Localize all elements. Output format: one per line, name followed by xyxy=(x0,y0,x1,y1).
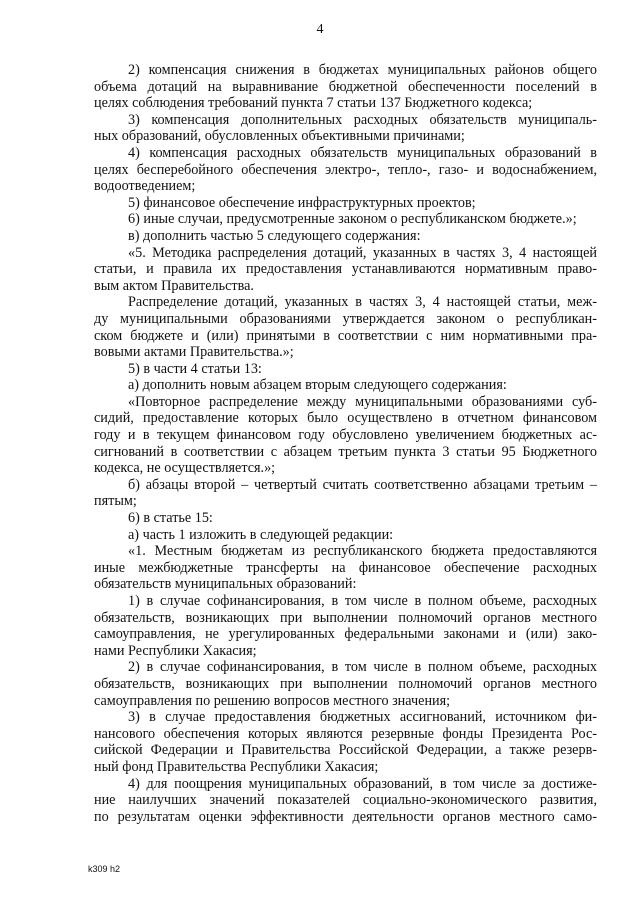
text-line: а) часть 1 изложить в следующей редакции: xyxy=(128,526,394,543)
text-line: ние наилучших значений показателей социально-экономического развития, xyxy=(94,792,597,809)
text-line: вовыми актами Правительства.»; xyxy=(94,344,294,361)
text-line: «5. Методика распределения дотаций, указанных в частях 3, 4 настоящей xyxy=(128,244,597,261)
text-line: ском бюджете и (или) принятыми в соответствии с ним нормативными пра- xyxy=(94,327,597,344)
text-line: 2) в случае софинансирования, в том числе в полном объеме, расходных xyxy=(128,659,597,676)
page-number: 4 xyxy=(316,22,324,37)
text-line: нами Республики Хакасия; xyxy=(94,642,257,659)
text-line: самоуправления, не урегулированных федеральными законами и (или) зако- xyxy=(94,626,597,643)
text-line: сийской Федерации и Правительства Российской Федерации, а также резерв- xyxy=(94,742,597,759)
text-line: ных образований, обусловленных объективными причинами; xyxy=(94,128,465,145)
text-line: обязательств муниципальных образований: xyxy=(94,576,357,593)
text-line: иные межбюджетные трансферты на финансовое обеспечение расходных xyxy=(94,559,597,576)
footer-code: k309 h2 xyxy=(88,864,121,874)
text-line: а) дополнить новым абзацем вторым следующего содержания: xyxy=(128,377,507,394)
text-line: 6) в статье 15: xyxy=(128,510,213,527)
text-line: целях бесперебойного обеспечения электро-, тепло-, газо- и водоснабжением, xyxy=(94,161,597,178)
text-line: в) дополнить частью 5 следующего содержания: xyxy=(128,227,421,244)
text-line: по результатам оценки эффективности деятельности органов местного само- xyxy=(94,808,597,825)
text-line: ный фонд Правительства Республики Хакасия; xyxy=(94,758,379,775)
text-line: 5) в части 4 статьи 13: xyxy=(128,360,262,377)
text-line: 1) в случае софинансирования, в том числе в полном объеме, расходных xyxy=(128,593,597,609)
text-line: обязательств, возникающих при выполнении полномочий органов местного xyxy=(94,609,597,626)
text-line: статьи, и правила их предоставления устанавливаются нормативным право- xyxy=(94,261,597,278)
text-line: 4) для поощрения муниципальных образований, в том числе за достиже- xyxy=(128,775,597,792)
text-line: б) абзацы второй – четвертый считать соответственно абзацами третьим – xyxy=(128,476,597,493)
text-line: водоотведением; xyxy=(94,178,196,195)
text-line: сигнований в соответствии с абзацем третьим пункта 3 статьи 95 Бюджетного xyxy=(94,443,597,460)
text-line: 6) иные случаи, предусмотренные законом о республиканском бюджете.»; xyxy=(128,211,577,228)
text-line: самоуправления по решению вопросов местного значения; xyxy=(94,692,451,709)
text-line: нансового обеспечения которых являются резервные фонды Президента Рос- xyxy=(94,725,597,742)
text-line: году и в текущем финансовом году обусловлено увеличением бюджетных ас- xyxy=(94,427,597,444)
text-line: пятым; xyxy=(94,493,137,510)
text-line: «1. Местным бюджетам из республиканского бюджета предоставляются xyxy=(128,543,597,560)
text-line: Распределение дотаций, указанных в частях 3, 4 настоящей статьи, меж- xyxy=(128,294,597,311)
text-line: 3) в случае предоставления бюджетных ассигнований, источником фи- xyxy=(128,709,597,726)
text-line: целях соблюдения требований пункта 7 статьи 137 Бюджетного кодекса; xyxy=(94,95,533,112)
text-line: объема дотаций на выравнивание бюджетной обеспеченности поселений в xyxy=(94,78,597,95)
document-body xyxy=(94,62,597,825)
text-line: 5) финансовое обеспечение инфраструктурных проектов; xyxy=(128,194,476,211)
text-line: 2) компенсация снижения в бюджетах муниципальных районов общего xyxy=(128,62,597,78)
text-line: сидий, предоставление которых было осуществлено в отчетном финансовом xyxy=(94,410,597,427)
text-line: вым актом Правительства. xyxy=(94,277,254,294)
text-line: обязательств, возникающих при выполнении полномочий органов местного xyxy=(94,675,597,692)
text-line: 4) компенсация расходных обязательств муниципальных образований в xyxy=(128,144,597,161)
text-line: 3) компенсация дополнительных расходных обязательств муниципаль- xyxy=(128,111,597,128)
text-line: ду муниципальными образованиями утверждается законом о республикан- xyxy=(94,310,597,327)
text-line: «Повторное распределение между муниципальными образованиями суб- xyxy=(128,393,597,410)
text-line: кодекса, не осуществляется.»; xyxy=(94,460,276,477)
